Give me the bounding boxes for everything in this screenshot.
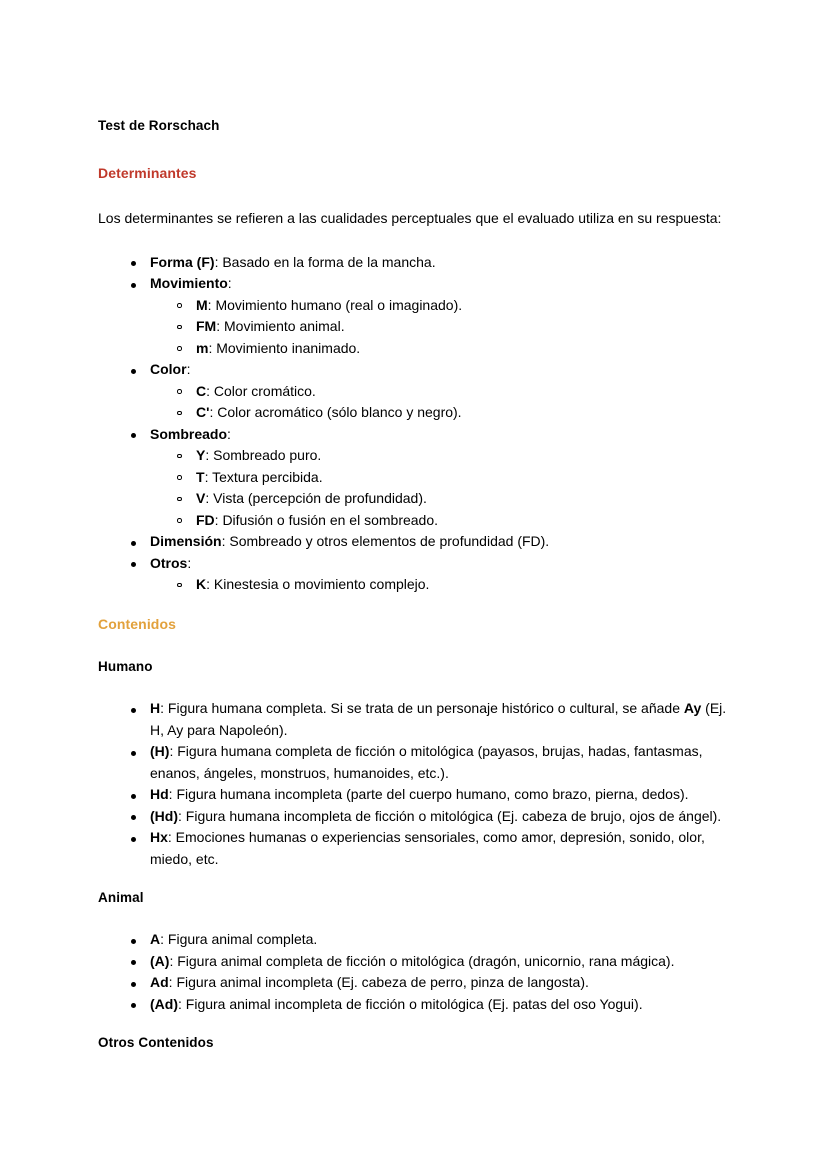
- list-item: [98, 273, 730, 359]
- determinantes-intro-paragraph: Los determinantes se refieren a las cualidades perceptuales que el evaluado utiliza en su respuesta:: [98, 210, 722, 227]
- list-item-description: : Figura humana completa de ficción o mitológica (payasos, brujas, hadas, fantasmas, enanos, ángeles, monstruos, humanoides, etc.).: [150, 743, 703, 781]
- list-item: [98, 827, 730, 870]
- subsection-heading-otros-contenidos: Otros Contenidos: [98, 1035, 214, 1051]
- sub-list-item-text: [196, 381, 730, 403]
- color-sublist: [150, 381, 730, 424]
- otros-sublist: [150, 574, 730, 596]
- list-item-text: [150, 951, 730, 973]
- sub-list-item-term: K: [196, 576, 207, 593]
- sub-list-item-text: [196, 467, 730, 489]
- sub-list-item-term: M: [196, 296, 208, 313]
- spacer: [98, 1015, 730, 1035]
- list-item-term: Color: [150, 361, 187, 378]
- list-item-term: (Hd): [150, 807, 178, 824]
- list-item-text: [150, 531, 730, 553]
- sub-list-item: [150, 295, 730, 317]
- list-item-term: Forma (F): [150, 253, 215, 270]
- sub-list-item: [150, 488, 730, 510]
- list-item-term: (H): [150, 743, 170, 760]
- list-item: [98, 741, 730, 784]
- list-item-term: Ad: [150, 974, 169, 991]
- list-item-description: : Basado en la forma de la mancha.: [214, 253, 436, 270]
- list-item: [98, 806, 730, 828]
- list-item-description: : Figura humana incompleta (parte del cuerpo humano, como brazo, pierna, dedos).: [168, 786, 689, 803]
- sub-list-item: [150, 445, 730, 467]
- list-item-description-secondary: (Ej. H, Ay para Napoleón).: [150, 700, 727, 738]
- movimiento-sublist: [150, 295, 730, 360]
- sub-list-item: [150, 402, 730, 424]
- sub-list-item-description: : Movimiento animal.: [216, 318, 345, 335]
- list-item-term: (A): [150, 952, 170, 969]
- sub-list-item: [150, 338, 730, 360]
- sub-list-item: [150, 467, 730, 489]
- spacer: [98, 870, 730, 890]
- sub-list-item-description: : Color acromático (sólo blanco y negro).: [209, 404, 462, 421]
- section-heading-determinantes: Determinantes: [98, 164, 197, 181]
- sub-list-item-description: : Movimiento inanimado.: [208, 339, 361, 356]
- list-item: [98, 951, 730, 973]
- sub-list-item-term: T: [196, 468, 205, 485]
- animal-list: [98, 929, 730, 1015]
- list-item-text: [150, 972, 730, 994]
- list-item: [98, 994, 730, 1016]
- list-item: [98, 359, 730, 424]
- sub-list-item-text: [196, 574, 730, 596]
- list-item-description: :: [186, 361, 191, 378]
- list-item-term: Otros: [150, 554, 188, 571]
- sub-list-item: [150, 510, 730, 532]
- sub-list-item-term: Y: [196, 447, 206, 464]
- list-item-description: :: [227, 425, 231, 442]
- list-item-text: [150, 784, 730, 806]
- sub-list-item-term: FD: [196, 511, 215, 528]
- section-heading-contenidos: Contenidos: [98, 615, 176, 632]
- list-item-term: A: [150, 931, 161, 948]
- sub-list-item: [150, 574, 730, 596]
- sub-list-item-description: : Movimiento humano (real o imaginado).: [207, 296, 463, 313]
- list-item: [98, 929, 730, 951]
- spacer: [98, 596, 730, 616]
- sub-list-item-description: : Sombreado puro.: [205, 447, 322, 464]
- list-item: [98, 252, 730, 274]
- sub-list-item-description: : Difusión o fusión en el sombreado.: [214, 511, 439, 528]
- list-item-term: Hd: [150, 786, 169, 803]
- list-item-description: : Figura animal incompleta de ficción o mitológica (Ej. patas del oso Yogui).: [178, 995, 643, 1012]
- list-item-description: : Emociones humanas o experiencias sensoriales, como amor, depresión, sonido, olor, miedo, etc.: [150, 829, 705, 867]
- list-item-description: : Figura animal incompleta (Ej. cabeza de perro, pinza de langosta).: [168, 974, 589, 991]
- list-item-text: [150, 553, 730, 575]
- sombreado-sublist: [150, 445, 730, 531]
- sub-list-item-term: m: [196, 339, 209, 356]
- sub-list-item-text: [196, 445, 730, 467]
- list-item-text: [150, 929, 730, 951]
- document-body: [98, 118, 730, 1052]
- list-item-text: [150, 273, 730, 295]
- list-item-text: [150, 698, 730, 741]
- subsection-heading-animal: Animal: [98, 890, 144, 906]
- list-item-description: : Figura animal completa de ficción o mitológica (dragón, unicornio, rana mágica).: [169, 952, 675, 969]
- sub-list-item-description: : Vista (percepción de profundidad).: [205, 490, 427, 507]
- sub-list-item-description: : Color cromático.: [206, 382, 316, 399]
- list-item-text: [150, 424, 730, 446]
- sub-list-item-term: C: [196, 382, 207, 399]
- sub-list-item-text: [196, 510, 730, 532]
- list-item-description: : Figura humana completa. Si se trata de un personaje histórico o cultural, se añade: [160, 700, 684, 717]
- sub-list-item-text: [196, 295, 730, 317]
- list-item-term: Sombreado: [150, 425, 228, 442]
- list-item-term-secondary: Ay: [683, 700, 702, 717]
- sub-list-item-description: : Kinestesia o movimiento complejo.: [206, 576, 430, 593]
- list-item: [98, 784, 730, 806]
- list-item-description: :: [227, 275, 232, 292]
- sub-list-item: [150, 316, 730, 338]
- list-item: [98, 553, 730, 596]
- list-item-term: (Ad): [150, 995, 178, 1012]
- list-item-term: Movimiento: [150, 275, 228, 292]
- list-item-text: [150, 994, 730, 1016]
- sub-list-item-term: FM: [196, 318, 217, 335]
- sub-list-item-text: [196, 338, 730, 360]
- subsection-heading-humano: Humano: [98, 659, 153, 675]
- humano-list: [98, 698, 730, 870]
- list-item-text: [150, 252, 730, 274]
- list-item-term: Hx: [150, 829, 168, 846]
- sub-list-item-term: C': [196, 404, 210, 421]
- sub-list-item-term: V: [196, 490, 206, 507]
- sub-list-item-description: : Textura percibida.: [204, 468, 323, 485]
- list-item: [98, 972, 730, 994]
- list-item-description: : Figura humana incompleta de ficción o mitológica (Ej. cabeza de brujo, ojos de ángel).: [178, 807, 722, 824]
- page-title: Test de Rorschach: [98, 118, 220, 133]
- list-item-text: [150, 806, 730, 828]
- list-item-term: H: [150, 700, 161, 717]
- list-item-term: Dimensión: [150, 533, 222, 550]
- list-item-description: :: [187, 554, 192, 571]
- list-item-text: [150, 359, 730, 381]
- sub-list-item-text: [196, 316, 730, 338]
- list-item: [98, 698, 730, 741]
- sub-list-item: [150, 381, 730, 403]
- list-item-text: [150, 741, 730, 784]
- sub-list-item-text: [196, 488, 730, 510]
- list-item-description: : Sombreado y otros elementos de profundidad (FD).: [221, 533, 550, 550]
- list-item: [98, 531, 730, 553]
- list-item-description: : Figura animal completa.: [160, 931, 318, 948]
- list-item-text: [150, 827, 730, 870]
- determinantes-list: [98, 252, 730, 596]
- sub-list-item-text: [196, 402, 730, 424]
- list-item: [98, 424, 730, 532]
